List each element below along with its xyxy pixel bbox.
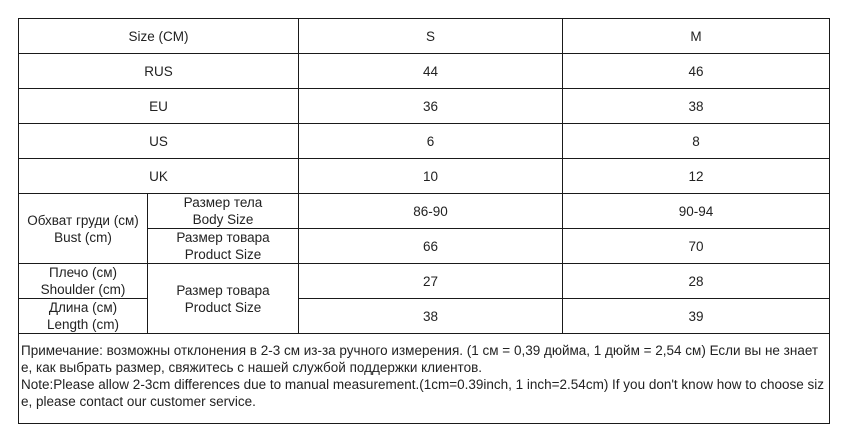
shoulder-label <box>19 264 148 299</box>
cell-rus-m: 46 <box>563 54 830 89</box>
table-row-rus <box>19 54 830 89</box>
size-chart-table <box>18 18 830 424</box>
cell-length-m: 39 <box>563 299 830 334</box>
cell-length-s: 38 <box>299 299 563 334</box>
cell-us-s: 6 <box>299 124 563 159</box>
length-label <box>19 299 148 334</box>
shared-product-size-label <box>148 264 299 334</box>
table-row-shoulder <box>19 264 830 299</box>
shoulder-label-en: Shoulder (cm) <box>40 282 126 297</box>
bust-label <box>19 194 148 264</box>
body-size-label <box>148 194 299 229</box>
cell-rus-s: 44 <box>299 54 563 89</box>
cell-uk-m: 12 <box>563 159 830 194</box>
product-size-label-en: Product Size <box>184 247 262 262</box>
row-label-us: US <box>19 124 299 159</box>
table-row-bust-body <box>19 194 830 229</box>
table-row-uk <box>19 159 830 194</box>
cell-us-m: 8 <box>563 124 830 159</box>
size-header-label: Size (CM) <box>19 19 299 54</box>
size-s-header: S <box>299 19 563 54</box>
length-label-en: Length (cm) <box>46 317 120 332</box>
row-label-rus: RUS <box>19 54 299 89</box>
shoulder-label-ru: Плечо (см) <box>49 265 117 280</box>
size-m-header: M <box>563 19 830 54</box>
header-row <box>19 19 830 54</box>
table-row-eu <box>19 89 830 124</box>
bust-label-en: Bust (cm) <box>54 229 112 245</box>
bust-label-ru: Обхват груди (см) <box>27 212 139 228</box>
cell-bust-body-m: 90-94 <box>563 194 830 229</box>
product-size-label <box>148 229 299 264</box>
note-row <box>19 334 830 424</box>
table-row-us <box>19 124 830 159</box>
length-label-ru: Длина (см) <box>48 300 118 315</box>
cell-bust-product-s: 66 <box>299 229 563 264</box>
cell-bust-product-m: 70 <box>563 229 830 264</box>
row-label-eu: EU <box>19 89 299 124</box>
shared-product-size-label-en: Product Size <box>184 299 262 315</box>
cell-uk-s: 10 <box>299 159 563 194</box>
note-cell <box>19 334 830 424</box>
product-size-label-ru: Размер товара <box>176 230 270 245</box>
cell-eu-m: 38 <box>563 89 830 124</box>
row-label-uk: UK <box>19 159 299 194</box>
cell-shoulder-s: 27 <box>299 264 563 299</box>
note-ru: Примечание: возможны отклонения в 2-3 см из-за ручного измерения. (1 см = 0,39 дюйма, 1 дюйм = 2,54 см) Если вы не знаете, как выбрать размер, свяжитесь с нашей службой поддержки клиентов. <box>21 343 819 375</box>
cell-bust-body-s: 86-90 <box>299 194 563 229</box>
shared-product-size-label-ru: Размер товара <box>176 282 270 298</box>
body-size-label-ru: Размер тела <box>183 195 263 210</box>
cell-shoulder-m: 28 <box>563 264 830 299</box>
cell-eu-s: 36 <box>299 89 563 124</box>
table-row-length <box>19 299 830 334</box>
note-en: Note:Please allow 2-3cm differences due to manual measurement.(1cm=0.39inch, 1 inch=2.54cm) If you don't know how to choose size, please contact our customer service. <box>21 377 825 409</box>
body-size-label-en: Body Size <box>192 212 254 227</box>
